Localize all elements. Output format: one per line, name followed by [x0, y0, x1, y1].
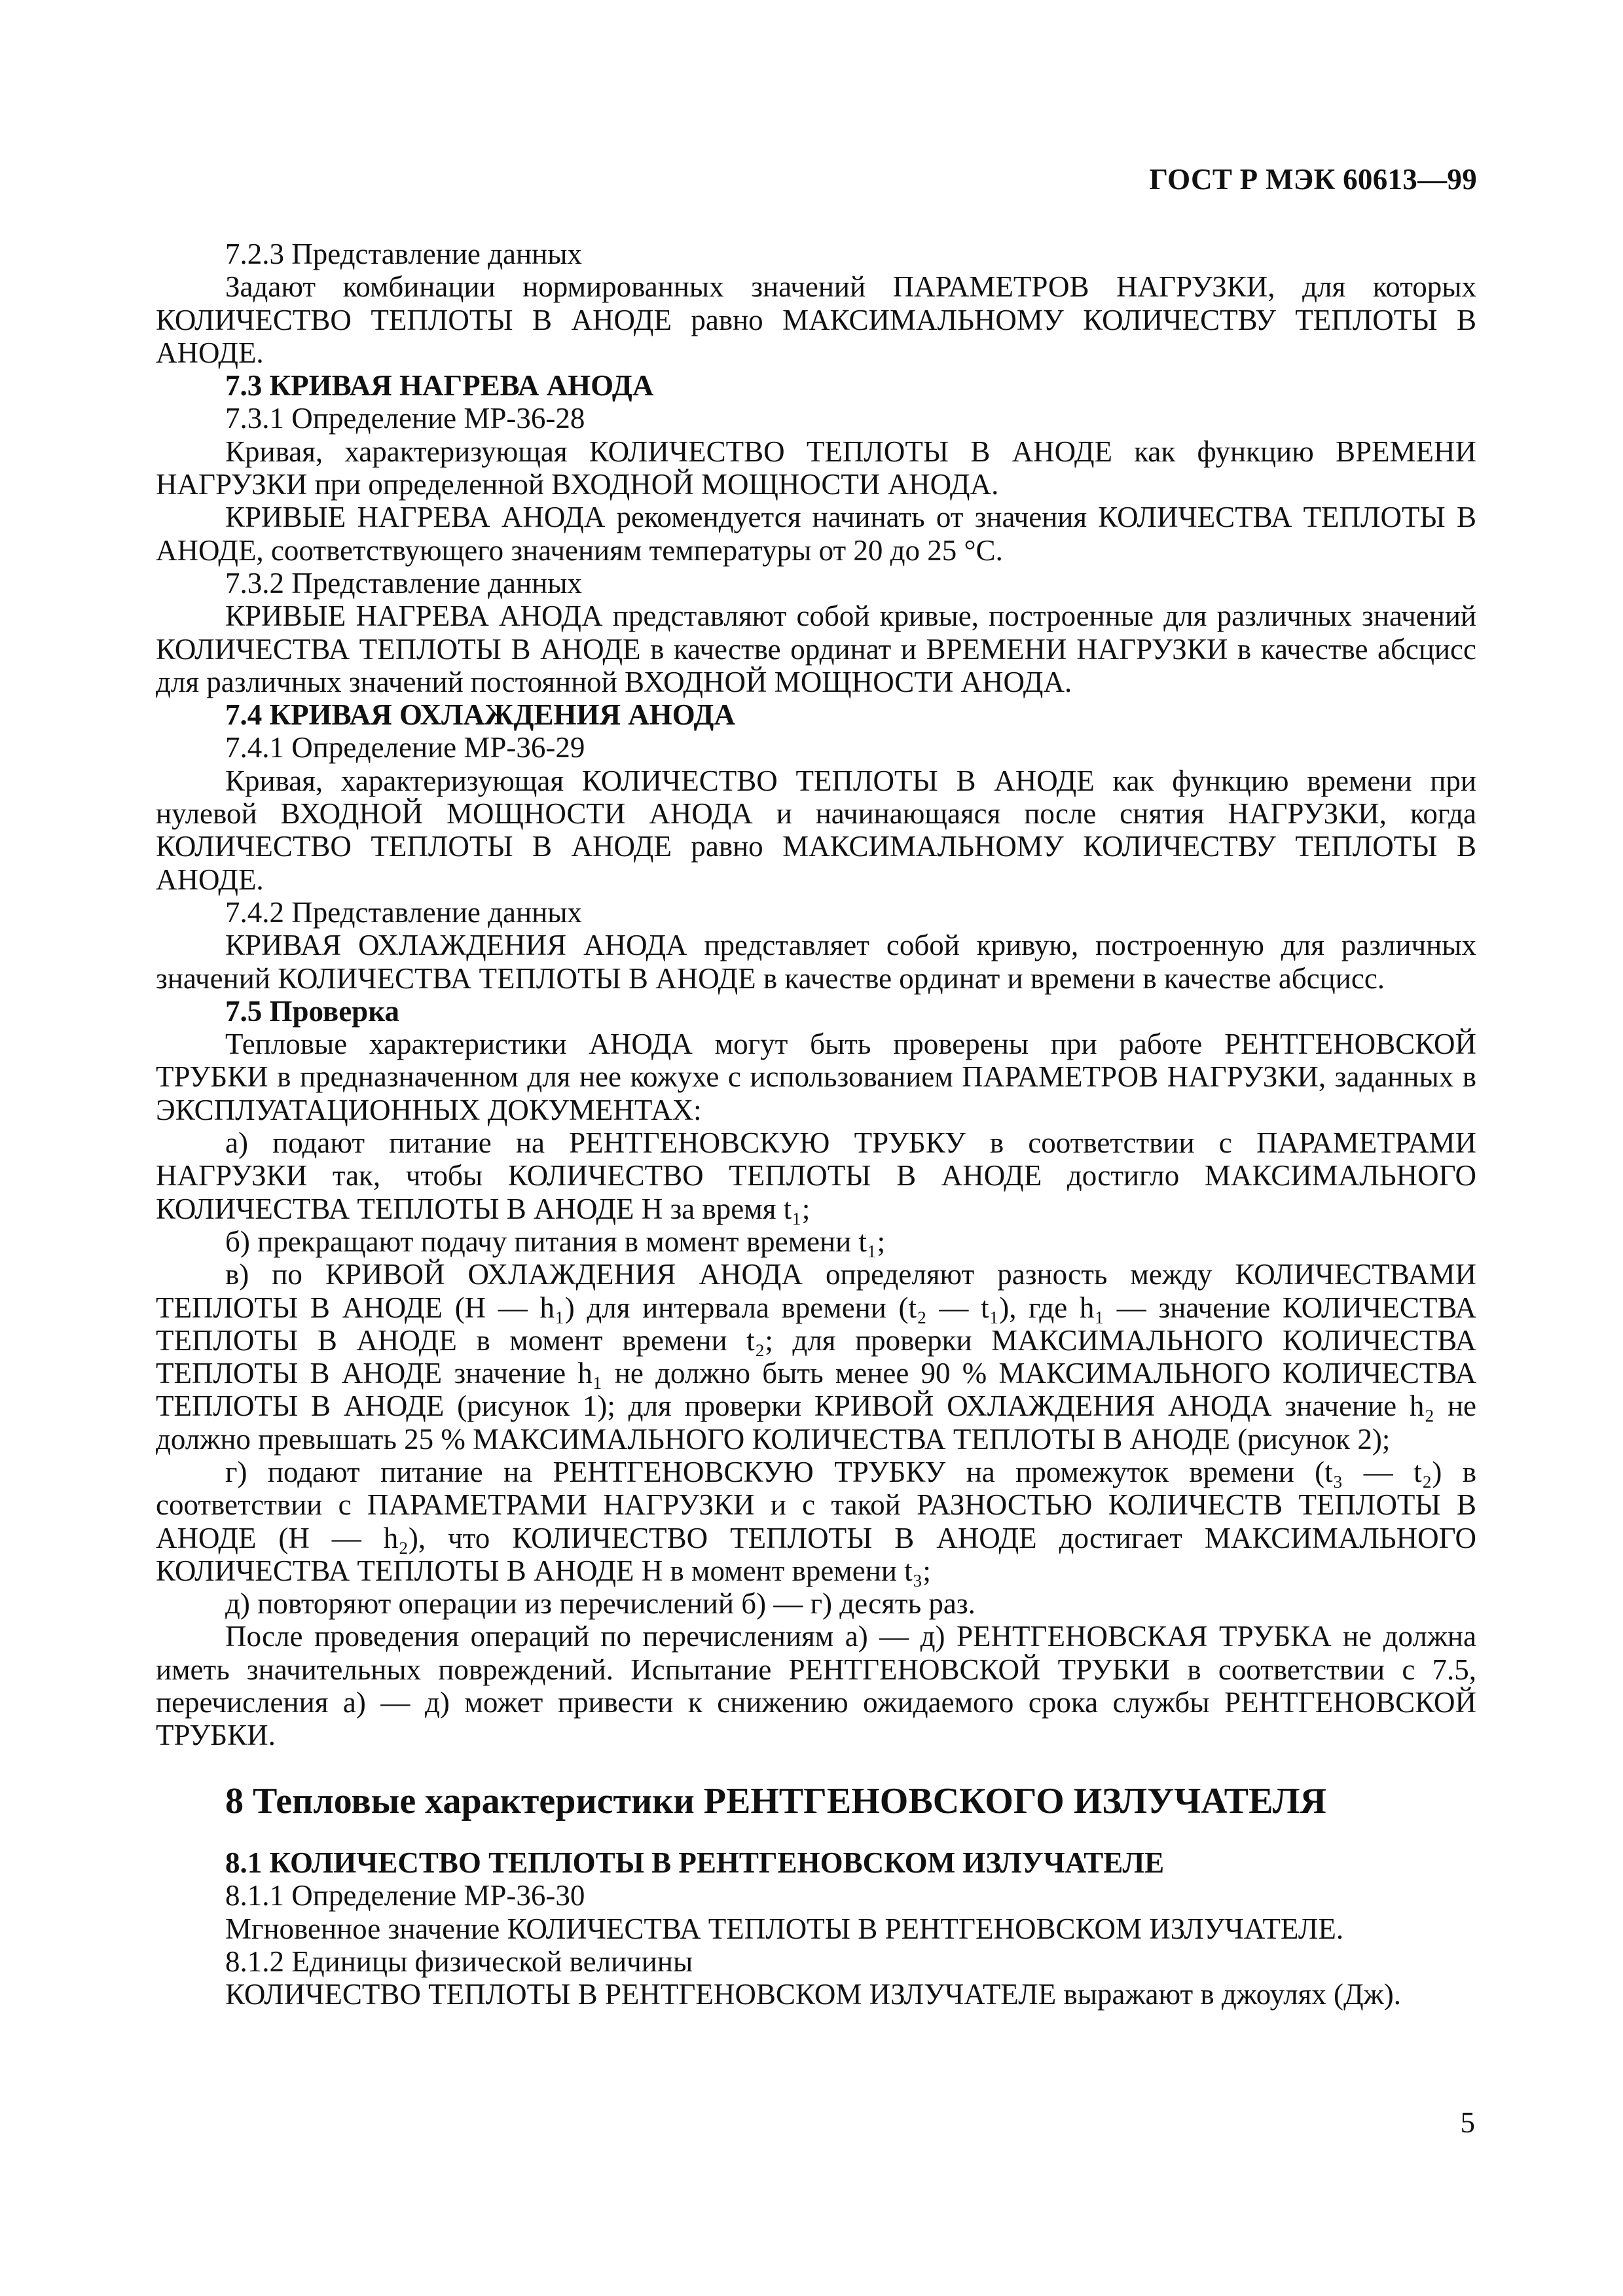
document-header: ГОСТ Р МЭК 60613—99 — [1149, 163, 1477, 196]
list-item: д) повторяют операции из перечислений б) — г) десять раз. — [225, 1587, 976, 1621]
section-heading: 7.5 Проверка — [225, 994, 399, 1028]
body-paragraph: КРИВЫЕ НАГРЕВА АНОДА представляют собой кривые, построенные для различных значений КОЛИЧЕСТВА ТЕПЛОТЫ В АНОДЕ в качестве ординат и ВРЕМЕНИ НАГРУЗКИ в качестве абсцисс для различных значений постоянной ВХОДНОЙ МОЩНОСТИ АНОДА. — [156, 600, 1476, 698]
list-item: г) подают питание на РЕНТГЕНОВСКУЮ ТРУБКУ на промежуток времени (t₃ — t₂) в соответствии с ПАРАМЕТРАМИ НАГРУЗКИ и с такой РАЗНОСТЬЮ КОЛИЧЕСТВ ТЕПЛОТЫ В АНОДЕ (H — h₂), что КОЛИЧЕСТВО ТЕПЛОТЫ В АНОДЕ достигает МАКСИМАЛЬНОГО КОЛИЧЕСТВА ТЕПЛОТЫ В АНОДЕ H в момент времени t₃; — [156, 1455, 1476, 1587]
chapter-heading: 8 Тепловые характеристики РЕНТГЕНОВСКОГО ИЗЛУЧАТЕЛЯ — [225, 1780, 1326, 1821]
section-heading: 8.1 КОЛИЧЕСТВО ТЕПЛОТЫ В РЕНТГЕНОВСКОМ ИЗЛУЧАТЕЛЕ — [225, 1846, 1165, 1879]
subsection-heading: 7.3.2 Представление данных — [225, 566, 582, 600]
section-heading: 7.3 КРИВАЯ НАГРЕВА АНОДА — [225, 369, 654, 403]
subsection-heading: 7.4.1 Определение МР-36-29 — [225, 731, 585, 764]
section-heading: 7.4 КРИВАЯ ОХЛАЖДЕНИЯ АНОДА — [225, 698, 735, 732]
body-paragraph: Задают комбинации нормированных значений ПАРАМЕТРОВ НАГРУЗКИ, для которых КОЛИЧЕСТВО ТЕПЛОТЫ В АНОДЕ равно МАКСИМАЛЬНОМУ КОЛИЧЕСТВУ ТЕПЛОТЫ В АНОДЕ. — [156, 270, 1476, 369]
document-body — [156, 238, 1476, 2011]
list-item: б) прекращают подачу питания в момент времени t₁; — [225, 1225, 886, 1258]
list-item: а) подают питание на РЕНТГЕНОВСКУЮ ТРУБКУ в соответствии с ПАРАМЕТРАМИ НАГРУЗКИ так, чтобы КОЛИЧЕСТВО ТЕПЛОТЫ В АНОДЕ достигло МАКСИМАЛЬНОГО КОЛИЧЕСТВА ТЕПЛОТЫ В АНОДЕ H за время t₁; — [156, 1126, 1476, 1225]
body-paragraph: Тепловые характеристики АНОДА могут быть проверены при работе РЕНТГЕНОВСКОЙ ТРУБКИ в предназначенном для нее кожухе с использованием ПАРАМЕТРОВ НАГРУЗКИ, заданных в ЭКСПЛУАТАЦИОННЫХ ДОКУМЕНТАХ: — [156, 1028, 1476, 1126]
subsection-heading: 7.3.1 Определение МР-36-28 — [225, 402, 585, 435]
body-paragraph: КРИВЫЕ НАГРЕВА АНОДА рекомендуется начинать от значения КОЛИЧЕСТВА ТЕПЛОТЫ В АНОДЕ, соответствующего значениям температуры от 20 до 25 °С. — [156, 501, 1476, 567]
subsection-heading: 7.4.2 Представление данных — [225, 895, 582, 929]
body-paragraph: КОЛИЧЕСТВО ТЕПЛОТЫ В РЕНТГЕНОВСКОМ ИЗЛУЧАТЕЛЕ выражают в джоулях (Дж). — [225, 1978, 1402, 2011]
page-number: 5 — [1460, 2106, 1475, 2139]
subsection-heading: 8.1.2 Единицы физической величины — [225, 1945, 693, 1978]
subsection-heading: 7.2.3 Представление данных — [225, 238, 582, 270]
subsection-heading: 8.1.1 Определение МР-36-30 — [225, 1879, 585, 1912]
body-paragraph: Кривая, характеризующая КОЛИЧЕСТВО ТЕПЛОТЫ В АНОДЕ как функцию ВРЕМЕНИ НАГРУЗКИ при определенной ВХОДНОЙ МОЩНОСТИ АНОДА. — [156, 435, 1476, 501]
body-paragraph: Кривая, характеризующая КОЛИЧЕСТВО ТЕПЛОТЫ В АНОДЕ как функцию времени при нулевой ВХОДНОЙ МОЩНОСТИ АНОДА и начинающаяся после снятия НАГРУЗКИ, когда КОЛИЧЕСТВО ТЕПЛОТЫ В АНОДЕ равно МАКСИМАЛЬНОМУ КОЛИЧЕСТВУ ТЕПЛОТЫ В АНОДЕ. — [156, 764, 1476, 896]
list-item: в) по КРИВОЙ ОХЛАЖДЕНИЯ АНОДА определяют разность между КОЛИЧЕСТВАМИ ТЕПЛОТЫ В АНОДЕ (H — h₁) для интервала времени (t₂ — t₁), где h₁ — значение КОЛИЧЕСТВА ТЕПЛОТЫ В АНОДЕ в момент времени t₂; для проверки МАКСИМАЛЬНОГО КОЛИЧЕСТВА ТЕПЛОТЫ В АНОДЕ значение h₁ не должно быть менее 90 % МАКСИМАЛЬНОГО КОЛИЧЕСТВА ТЕПЛОТЫ В АНОДЕ (рисунок 1); для проверки КРИВОЙ ОХЛАЖДЕНИЯ АНОДА значение h₂ не должно превышать 25 % МАКСИМАЛЬНОГО КОЛИЧЕСТВА ТЕПЛОТЫ В АНОДЕ (рисунок 2); — [156, 1258, 1476, 1456]
body-paragraph: После проведения операций по перечислениям а) — д) РЕНТГЕНОВСКАЯ ТРУБКА не должна иметь значительных повреждений. Испытание РЕНТГЕНОВСКОЙ ТРУБКИ в соответствии с 7.5, перечисления а) — д) может привести к снижению ожидаемого срока службы РЕНТГЕНОВСКОЙ ТРУБКИ. — [156, 1620, 1476, 1752]
body-paragraph: КРИВАЯ ОХЛАЖДЕНИЯ АНОДА представляет собой кривую, построенную для различных значений КОЛИЧЕСТВА ТЕПЛОТЫ В АНОДЕ в качестве ординат и времени в качестве абсцисс. — [156, 929, 1476, 995]
body-paragraph: Мгновенное значение КОЛИЧЕСТВА ТЕПЛОТЫ В РЕНТГЕНОВСКОМ ИЗЛУЧАТЕЛЕ. — [225, 1912, 1344, 1945]
